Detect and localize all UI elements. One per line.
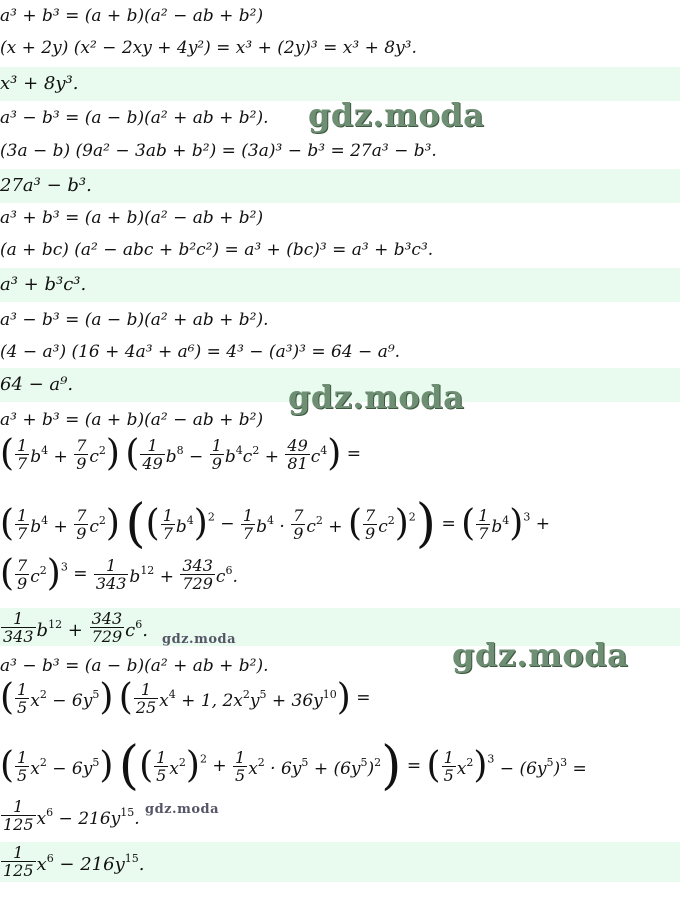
numerator: 1 [17,747,28,767]
fraction [15,557,29,592]
fraction [134,681,158,716]
fraction [161,507,175,542]
fraction [442,749,456,784]
watermark-logo: gdz.moda [145,802,220,817]
denominator: 343 [3,627,34,646]
formula-line: (4 − a³) (16 + 4a³ + a⁶) = 4³ − (a³)³ = 64 − a⁹. [0,342,401,362]
denominator: 5 [156,765,167,785]
close-paren: ) [99,677,114,718]
denominator: 7 [242,523,254,543]
numerator: 1 [242,505,254,525]
denominator: 729 [91,627,123,646]
numerator: 1 [211,435,222,455]
denominator: 5 [17,697,28,717]
fraction [285,437,309,472]
close-paren: ) [336,677,351,718]
open-paren: ( [426,745,441,786]
fraction-line: $\frac{1}{125}$ $x^6 - 216y^{15}$. [3,797,140,834]
fraction [1,798,36,833]
denominator: 7 [162,523,173,543]
formula-line: (a + bc) (a² − abc + b²c²) = a³ + (bc)³ = a³ + b³c³. [0,240,434,260]
fraction [15,507,29,542]
fraction [1,610,36,645]
denominator: 9 [365,523,376,543]
fraction [154,749,168,784]
answer-line: 27a³ − b³. [0,175,92,196]
numerator: 49 [287,435,308,455]
numerator: 343 [91,609,123,628]
fraction [210,437,224,472]
numerator: 1 [156,747,167,767]
fraction-line: ( $\frac{1}{5}$ $x^2 - 6y^5$) ( $\frac{1}{25}$ $x^4 + 1$, $2x^2y^5 + 36y^{10}$) = [0,677,371,718]
formula-line: a³ − b³ = (a − b)(a² + ab + b²). [0,108,269,128]
fraction [15,749,29,784]
numerator: 1 [478,505,489,525]
close-paren: ) [394,503,409,544]
numerator: 1 [17,505,28,525]
denominator: 9 [76,523,87,543]
close-paren: ) [473,745,488,786]
close-paren: ) [327,433,342,474]
close-paren: ) [99,745,114,786]
open-paren: ( [118,736,140,796]
numerator: 1 [1,610,36,628]
denominator: 5 [17,765,28,785]
formula-line: a³ + b³ = (a + b)(a² − ab + b²) [0,410,264,430]
denominator: 9 [211,453,222,473]
fraction [241,507,255,542]
denominator: 125 [3,815,34,834]
open-paren: ( [118,677,133,718]
numerator: 1 [134,681,158,699]
watermark-logo: gdz.moda [162,632,237,647]
numerator: 7 [76,435,87,455]
formula-line: a³ − b³ = (a − b)(a² + ab + b²). [0,310,269,330]
open-paren: ( [347,503,363,544]
open-paren: ( [0,553,15,594]
answer-line: a³ + b³c³. [0,274,87,295]
fraction [476,507,490,542]
fraction [233,749,247,784]
formula-line: a³ + b³ = (a + b)(a² − ab + b²) [0,208,264,228]
denominator: 729 [182,573,213,593]
close-paren: ) [381,736,402,796]
formula-line: (3a − b) (9a² − 3ab + b²) = (3a)³ − b³ = 27a³ − b³. [0,141,437,161]
fraction [363,507,377,542]
watermark-logo: gdz.moda [308,96,485,134]
fraction-line: ( $\frac{1}{7}$ $b^4$ + $\frac{7}{9}$ $c^2$) (( $\frac{1}{7}$ $b^4)^2$ − $\frac{1}{7}$ $b^4$ · $\frac{7}{9}$ $c^2$ + ( $\frac{7}{9}$ $c^2)^2$) = ( $\frac{1}{7}$ $b^4)^3$ + [0,494,550,554]
open-paren: ( [125,494,146,554]
open-paren: ( [0,433,15,474]
open-paren: ( [139,745,154,786]
numerator: 7 [76,505,87,525]
fraction [291,507,305,542]
numerator: 1 [235,747,246,767]
fraction [180,557,215,592]
denominator: 9 [76,453,87,473]
open-paren: ( [461,503,476,544]
denominator: 9 [293,523,304,543]
fraction [94,557,129,592]
answer-line: $\frac{1}{125}$ $x^6 - 216y^{15}$. [3,843,145,880]
denominator: 7 [478,523,489,543]
numerator: 1 [17,679,28,699]
denominator: 7 [17,453,28,473]
fraction [74,437,88,472]
watermark-logo: gdz.moda [288,378,465,416]
denominator: 343 [95,573,127,593]
fraction [90,610,125,645]
numerator: 1 [1,798,36,816]
numerator: 1 [1,844,36,862]
fraction [15,681,29,716]
open-paren: ( [0,745,15,786]
fraction-line: ( $\frac{7}{9}$ $c^2)^3$ = $\frac{1}{343}$ $b^{12}$ + $\frac{343}{729}$ $c^6$. [0,553,238,594]
close-paren: ) [105,433,120,474]
numerator: 1 [94,557,129,575]
fraction-line: ( $\frac{1}{5}$ $x^2 - 6y^5$) (( $\frac{1}{5}$ $x^2)^2$ + $\frac{1}{5}$ $x^2 \cdot 6y^5 + (6y^5)^2$) = ( $\frac{1}{5}$ $x^2)^3 - (6y^5)^3$ = [0,736,587,796]
close-paren: ) [415,494,437,554]
open-paren: ( [0,677,15,718]
numerator: 1 [162,505,173,525]
open-paren: ( [145,503,160,544]
denominator: 81 [287,453,308,473]
fraction [74,507,88,542]
denominator: 25 [135,697,157,717]
open-paren: ( [0,503,15,544]
denominator: 9 [17,573,28,593]
denominator: 5 [443,765,454,785]
numerator: 7 [17,555,28,575]
numerator: 7 [293,505,304,525]
fraction [15,437,29,472]
denominator: 5 [235,765,246,785]
watermark-logo: gdz.moda [452,636,629,674]
numerator: 1 [140,437,164,455]
close-paren: ) [46,553,61,594]
numerator: 1 [17,435,28,455]
formula-line: (x + 2y) (x² − 2xy + 4y²) = x³ + (2y)³ = x³ + 8y³. [0,38,417,58]
close-paren: ) [185,745,200,786]
fraction-line: ( $\frac{1}{7}$ $b^4$ + $\frac{7}{9}$ $c^2$) ( $\frac{1}{49}$ $b^8$ − $\frac{1}{9}$ $b^4c^2$ + $\frac{49}{81}$ $c^4$) = [0,433,361,474]
denominator: 125 [3,861,34,880]
answer-line: 64 − a⁹. [0,374,74,395]
formula-line: a³ + b³ = (a + b)(a² − ab + b²) [0,6,264,26]
formula-line: a³ − b³ = (a − b)(a² + ab + b²). [0,656,269,676]
open-paren: ( [125,433,140,474]
close-paren: ) [193,503,208,544]
fraction [1,844,36,879]
fraction [140,437,164,472]
close-paren: ) [105,503,120,544]
numerator: 1 [443,747,454,767]
denominator: 7 [17,523,28,543]
answer-line: x³ + 8y³. [0,73,79,94]
close-paren: ) [509,503,524,544]
numerator: 7 [365,505,376,525]
numerator: 343 [182,555,213,575]
answer-line: $\frac{1}{343}$ $b^{12}$ + $\frac{343}{729}$ $c^6$. [3,609,148,646]
denominator: 49 [142,453,163,473]
